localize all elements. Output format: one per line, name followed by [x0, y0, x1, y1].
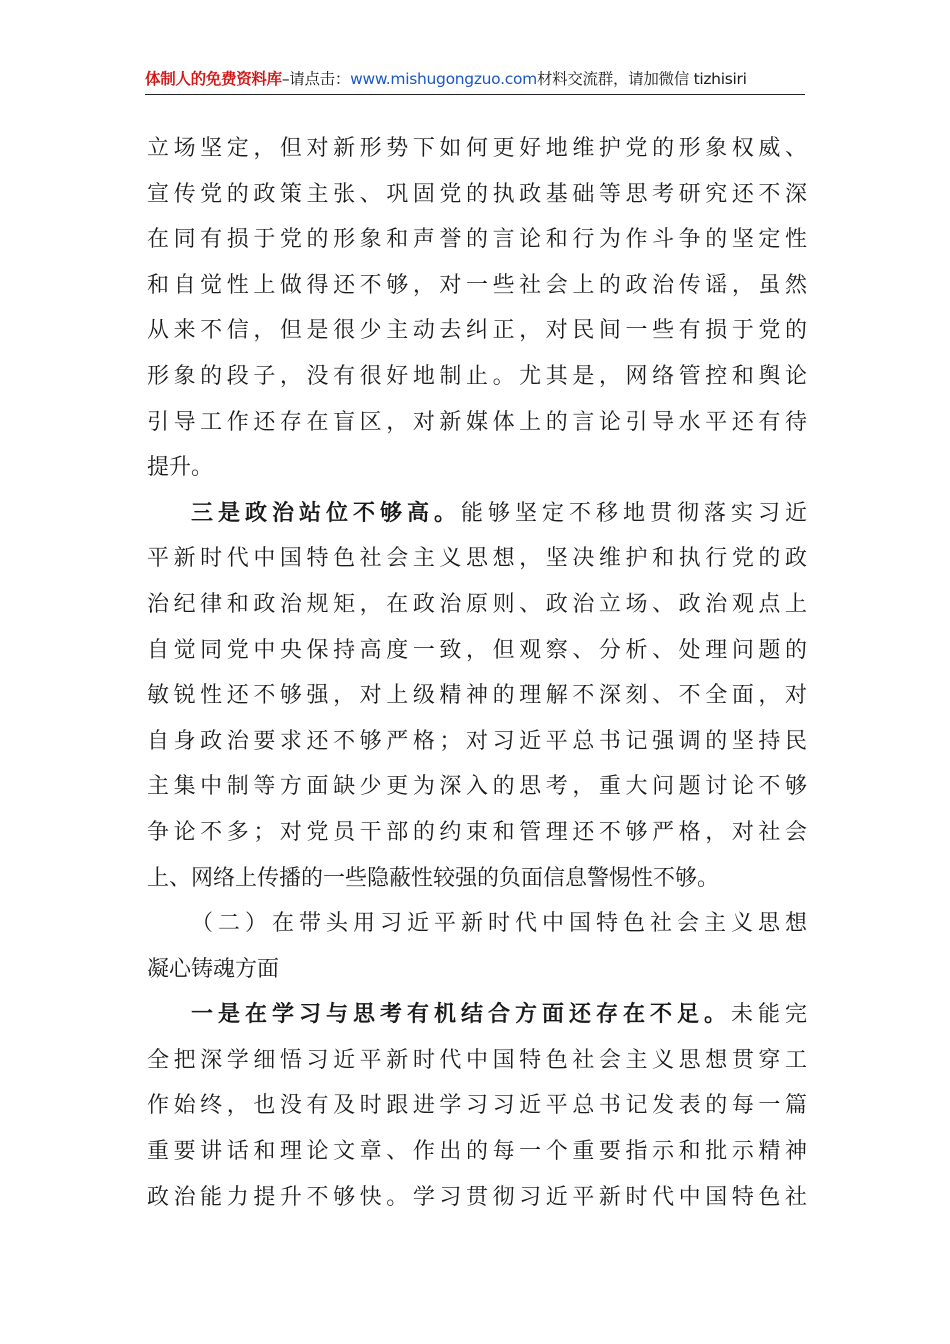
- section-heading-line: 凝心铸魂方面: [147, 956, 280, 982]
- text-line: 提升。: [147, 455, 214, 481]
- text-line: 在同有损于党的形象和声誉的言论和行为作斗争的坚定性: [147, 227, 807, 253]
- text-line: 自身政治要求还不够严格；对习近平总书记强调的坚持民: [147, 728, 807, 754]
- paragraph-heading-line: 三是政治站位不够高。能够坚定不移地贯彻落实习近: [191, 499, 807, 526]
- text-line: 治纪律和政治规矩，在政治原则、政治立场、政治观点上: [147, 591, 807, 617]
- text-line: 引导工作还存在盲区，对新媒体上的言论引导水平还有待: [147, 409, 807, 435]
- header-url-link[interactable]: www.mishugongzuo.com: [350, 70, 537, 88]
- text-line: 宣传党的政策主张、巩固党的执政基础等思考研究还不深: [147, 181, 807, 207]
- text-line: 政治能力提升不够快。学习贯彻习近平新时代中国特色社: [147, 1184, 807, 1210]
- header-library-label: 体制人的免费资料库: [145, 70, 282, 88]
- paragraph-lead-bold: 三是政治站位不够高。: [191, 499, 461, 526]
- text-line: 从来不信，但是很少主动去纠正，对民间一些有损于党的: [147, 318, 807, 344]
- text-line: 争论不多；对党员干部的约束和管理还不够严格，对社会: [147, 819, 807, 845]
- header-click-label: –请点击：: [281, 70, 351, 88]
- text-line: 重要讲话和理论文章、作出的每一个重要指示和批示精神: [147, 1139, 807, 1165]
- text-line: 形象的段子，没有很好地制止。尤其是，网络管控和舆论: [147, 363, 807, 389]
- text-line: 自觉同党中央保持高度一致，但观察、分析、处理问题的: [147, 637, 807, 663]
- text-line: 平新时代中国特色社会主义思想，坚决维护和执行党的政: [147, 546, 807, 572]
- text-line: 上、网络上传播的一些隐蔽性较强的负面信息警惕性不够。: [147, 865, 720, 891]
- text-line: 作始终，也没有及时跟进学习习近平总书记发表的每一篇: [147, 1093, 807, 1119]
- paragraph-lead-bold: 一是在学习与思考有机结合方面还存在不足。: [191, 1001, 731, 1028]
- text-line: 敏锐性还不够强，对上级精神的理解不深刻、不全面，对: [147, 683, 807, 709]
- text-line: 全把深学细悟习近平新时代中国特色社会主义思想贯穿工: [147, 1047, 807, 1073]
- text-line: 主集中制等方面缺少更为深入的思考，重大问题讨论不够: [147, 774, 807, 800]
- header-wechat-note: 材料交流群，请加微信 tizhisiri: [536, 70, 747, 88]
- paragraph-heading-line: 一是在学习与思考有机结合方面还存在不足。未能完: [191, 1001, 807, 1028]
- text-line: 和自觉性上做得还不够，对一些社会上的政治传谣，虽然: [147, 272, 807, 298]
- text-line: 立场坚定，但对新形势下如何更好地维护党的形象权威、: [147, 136, 807, 161]
- document-body: [147, 126, 807, 1220]
- section-heading-line: （二）在带头用习近平新时代中国特色社会主义思想: [191, 911, 807, 937]
- page-header: [145, 64, 805, 95]
